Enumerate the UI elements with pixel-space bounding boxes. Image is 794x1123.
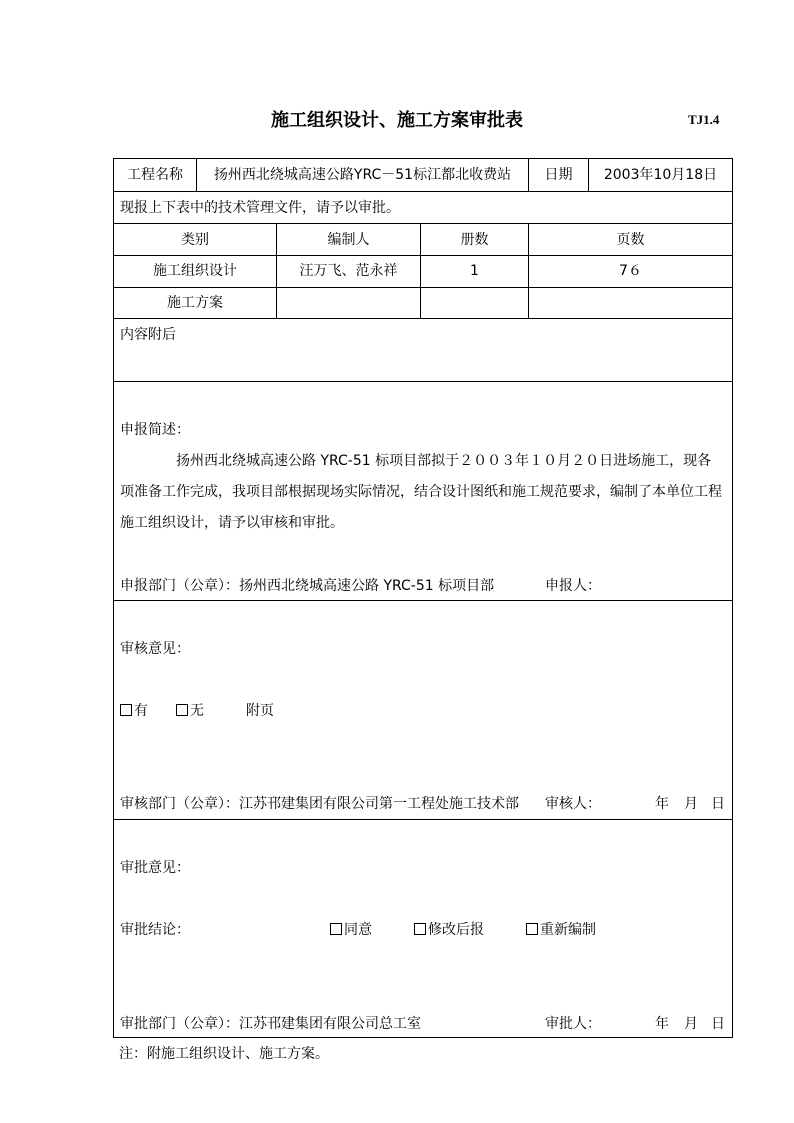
row-divider xyxy=(113,819,733,820)
row-divider xyxy=(113,223,733,224)
date-label: 日期 xyxy=(544,167,573,183)
project-name-label: 工程名称 xyxy=(127,167,183,183)
checkbox-icon[interactable] xyxy=(526,923,538,935)
checkbox-icon[interactable] xyxy=(176,704,188,716)
summary-paragraph xyxy=(120,446,725,539)
review-day: 日 xyxy=(711,796,725,812)
approval-person: 审批人： xyxy=(545,1016,601,1032)
table-cell: 1 xyxy=(470,263,479,279)
col-header-pages: 页数 xyxy=(616,232,645,248)
review-person: 审核人： xyxy=(545,796,601,812)
approval-option-redo[interactable]: 重新编制 xyxy=(526,921,596,939)
review-option-no[interactable]: 无 xyxy=(176,702,204,720)
row-divider xyxy=(113,287,733,288)
summary-label: 申报简述： xyxy=(120,422,190,438)
summary-person: 申报人： xyxy=(545,578,601,594)
summary-dept: 申报部门（公章）：扬州西北绕城高速公路 YRC-51 标项目部 xyxy=(120,578,495,594)
review-month: 月 xyxy=(684,796,698,812)
review-label: 审核意见： xyxy=(120,641,190,657)
approval-conclusion-label: 审批结论： xyxy=(120,922,190,938)
table-cell: 施工方案 xyxy=(167,295,223,311)
table-cell: 汪万飞、范永祥 xyxy=(299,263,398,279)
date-value: 2003年10月18日 xyxy=(603,167,718,183)
contents-label: 内容附后 xyxy=(120,327,176,343)
summary-body: 扬州西北绕城高速公路 YRC-51 标项目部拟于２００３年１０月２０日进场施工，现各项准备工作完成，我项目部根据现场实际情况，结合设计图纸和施工规范要求，编制了本单位工程施工组织设计，请予以审核和审批。 xyxy=(120,453,722,531)
col-header-category: 类别 xyxy=(181,232,209,248)
review-year: 年 xyxy=(655,796,669,812)
approval-day: 日 xyxy=(711,1016,725,1032)
review-dept: 审核部门（公章）：江苏邗建集团有限公司第一工程处施工技术部 xyxy=(120,796,519,812)
approval-form-table xyxy=(113,158,733,1038)
project-name-value: 扬州西北绕城高速公路YRC－51标江都北收费站 xyxy=(213,167,512,183)
col-header-volumes: 册数 xyxy=(460,232,489,248)
approval-month: 月 xyxy=(684,1016,698,1032)
approval-year: 年 xyxy=(655,1016,669,1032)
review-attachment: 附页 xyxy=(246,703,274,719)
table-cell: 施工组织设计 xyxy=(153,263,237,279)
review-option-yes[interactable]: 有 xyxy=(120,702,148,720)
checkbox-icon[interactable] xyxy=(414,923,426,935)
form-title: 施工组织设计、施工方案审批表 xyxy=(271,110,523,131)
approval-label: 审批意见： xyxy=(120,860,190,876)
checkbox-icon[interactable] xyxy=(120,704,132,716)
row-divider xyxy=(113,318,733,319)
row-divider xyxy=(113,600,733,601)
table-cell: 7６ xyxy=(619,263,642,279)
approval-option-modify[interactable]: 修改后报 xyxy=(414,921,484,939)
row-divider xyxy=(113,381,733,382)
request-line: 现报上下表中的技术管理文件，请予以审批。 xyxy=(120,200,400,216)
footnote: 注：附施工组织设计、施工方案。 xyxy=(119,1046,329,1062)
row-divider xyxy=(113,191,733,192)
approval-dept: 审批部门（公章）：江苏邗建集团有限公司总工室 xyxy=(120,1016,421,1032)
approval-option-agree[interactable]: 同意 xyxy=(330,921,372,939)
col-header-author: 编制人 xyxy=(327,232,370,248)
row-divider xyxy=(113,255,733,256)
checkbox-icon[interactable] xyxy=(330,923,342,935)
form-code: TJ1.4 xyxy=(688,112,720,127)
